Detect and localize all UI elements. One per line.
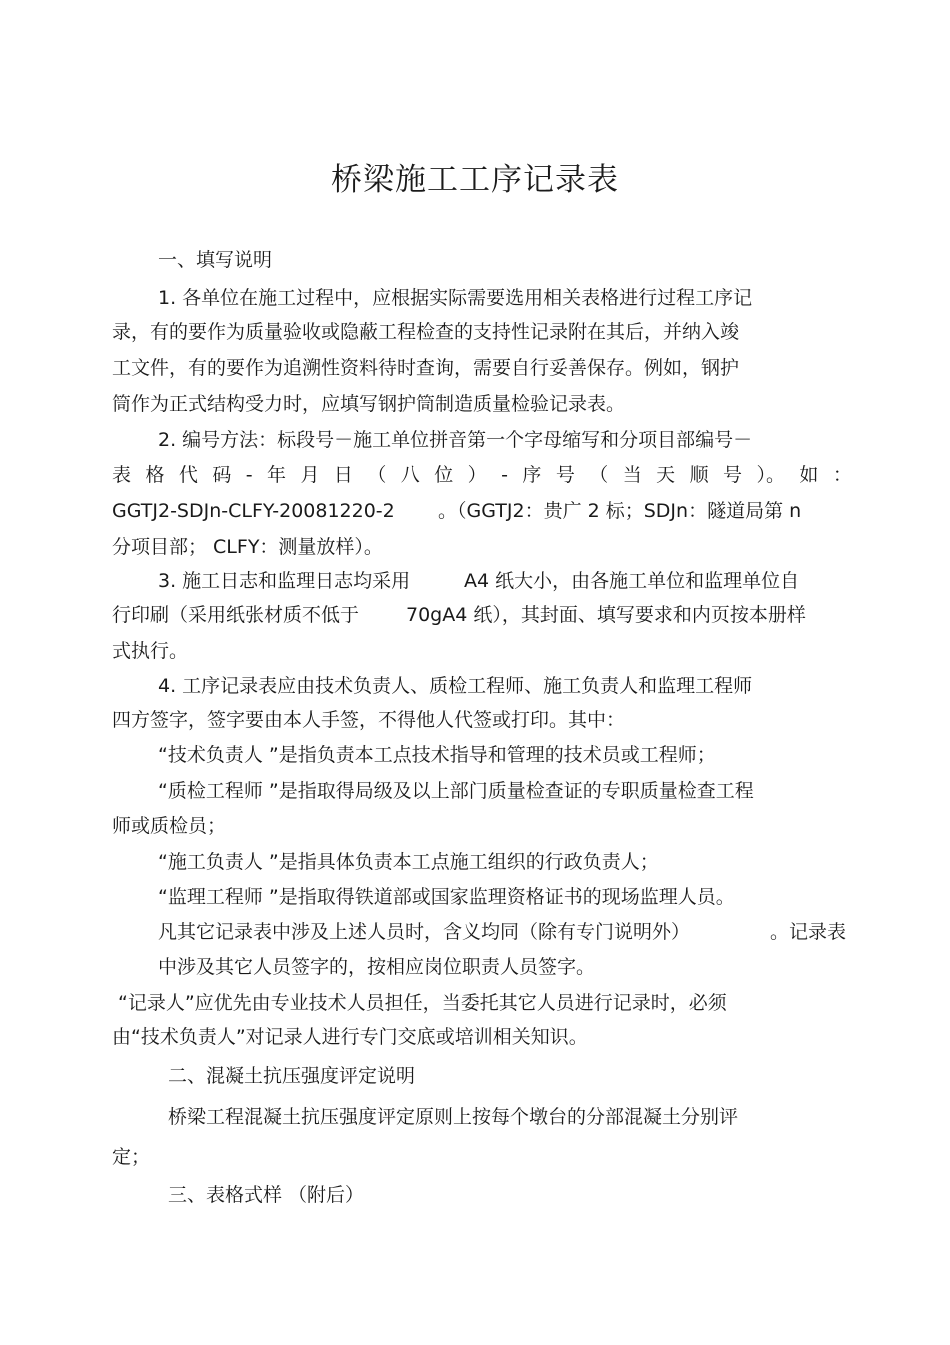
item-2-char: 序 <box>522 464 542 486</box>
item-1-line-3: 工文件，有的要作为追溯性资料待时查询，需要自行妥善保存。例如，钢护 <box>112 357 740 379</box>
other-records-line-1b: 。记录表 <box>770 921 847 943</box>
definition-construction-lead: “施工负责人 ”是指具体负责本工点施工组织的行政负责人； <box>158 851 659 873</box>
section-3-heading: 三、表格式样 （附后） <box>168 1184 365 1206</box>
item-2-char: 码 <box>212 464 232 486</box>
item-2-char: 位 <box>434 464 454 486</box>
item-3-line-1b: A4 纸大小，由各施工单位和监理单位自 <box>464 570 800 592</box>
other-records-line-2: 中涉及其它人员签字的，按相应岗位职责人员签字。 <box>158 956 596 978</box>
item-2-char: 表 <box>112 464 132 486</box>
item-2-line-4: 分项目部； CLFY：测量放样）。 <box>112 536 383 558</box>
section-2-text-line-1: 桥梁工程混凝土抗压强度评定原则上按每个墩台的分部混凝土分别评 <box>168 1106 739 1128</box>
item-4-line-1: 4. 工序记录表应由技术负责人、质检工程师、施工负责人和监理工程师 <box>158 675 753 697</box>
item-2-char: （ <box>367 464 387 486</box>
page-title: 桥梁施工工序记录表 <box>331 162 619 198</box>
item-2-char: 月 <box>300 464 320 486</box>
definition-technical-lead: “技术负责人 ”是指负责本工点技术指导和管理的技术员或工程师； <box>158 744 716 766</box>
recorder-line-1: “记录人”应优先由专业技术人员担任，当委托其它人员进行记录时，必须 <box>118 992 727 1014</box>
other-records-line-1a: 凡其它记录表中涉及上述人员时，含义均同（除有专门说明外） <box>158 921 691 943</box>
item-2-char: 当 <box>622 464 642 486</box>
section-2-text-line-2: 定； <box>112 1146 151 1168</box>
item-2-char: 天 <box>656 464 676 486</box>
item-2-char: 八 <box>400 464 420 486</box>
item-2-code-explanation: 。（GGTJ2：贵广 2 标；SDJn：隧道局第 n <box>438 500 802 522</box>
item-2-code: GGTJ2-SDJn-CLFY-20081220-2 <box>112 500 395 522</box>
definition-quality-engineer-cont: 师或质检员； <box>112 815 227 837</box>
item-1-line-2: 录，有的要作为质量验收或隐蔽工程检查的支持性记录附在其后，并纳入竣 <box>112 321 740 343</box>
definition-quality-engineer: “质检工程师 ”是指取得局级及以上部门质量检查证的专职质量检查工程 <box>158 780 754 802</box>
item-3-line-2b: 70gA4 纸），其封面、填写要求和内页按本册样 <box>406 604 806 626</box>
item-1-line-4: 筒作为正式结构受力时，应填写钢护筒制造质量检验记录表。 <box>112 393 626 415</box>
item-2-char: ： <box>832 464 852 486</box>
item-2-char: 号 <box>723 464 743 486</box>
item-2-char: 代 <box>178 464 198 486</box>
section-1-heading: 一、填写说明 <box>158 249 273 271</box>
item-2-line-1: 2. 编号方法：标段号－施工单位拼音第一个字母缩写和分项目部编号－ <box>158 429 753 451</box>
item-2-line-2 <box>112 460 852 490</box>
item-2-char: 年 <box>267 464 287 486</box>
definition-supervision-engineer: “监理工程师 ”是指取得铁道部或国家监理资格证书的现场监理人员。 <box>158 886 735 908</box>
item-2-char: 如 <box>799 464 819 486</box>
item-2-char: 格 <box>145 464 165 486</box>
item-3-line-2a: 行印刷（采用纸张材质不低于 <box>112 604 360 626</box>
item-2-char: （ <box>589 464 609 486</box>
item-2-char: 日 <box>333 464 353 486</box>
item-3-line-1a: 3. 施工日志和监理日志均采用 <box>158 570 411 592</box>
item-2-char: - <box>501 464 508 486</box>
item-2-char: - <box>245 464 253 486</box>
item-2-char: 顺 <box>689 464 709 486</box>
section-2-heading: 二、混凝土抗压强度评定说明 <box>168 1065 416 1087</box>
item-2-char: 号 <box>555 464 575 486</box>
item-2-char: ） <box>467 464 487 486</box>
item-3-line-3: 式执行。 <box>112 640 189 662</box>
recorder-line-2: 由“技术负责人”对记录人进行专门交底或培训相关知识。 <box>112 1026 588 1048</box>
item-2-char: ）。 <box>756 464 785 486</box>
item-1-line-1: 1. 各单位在施工过程中，应根据实际需要选用相关表格进行过程工序记 <box>158 287 753 309</box>
item-4-line-2: 四方签字，签字要由本人手签，不得他人代签或打印。其中： <box>112 709 626 731</box>
